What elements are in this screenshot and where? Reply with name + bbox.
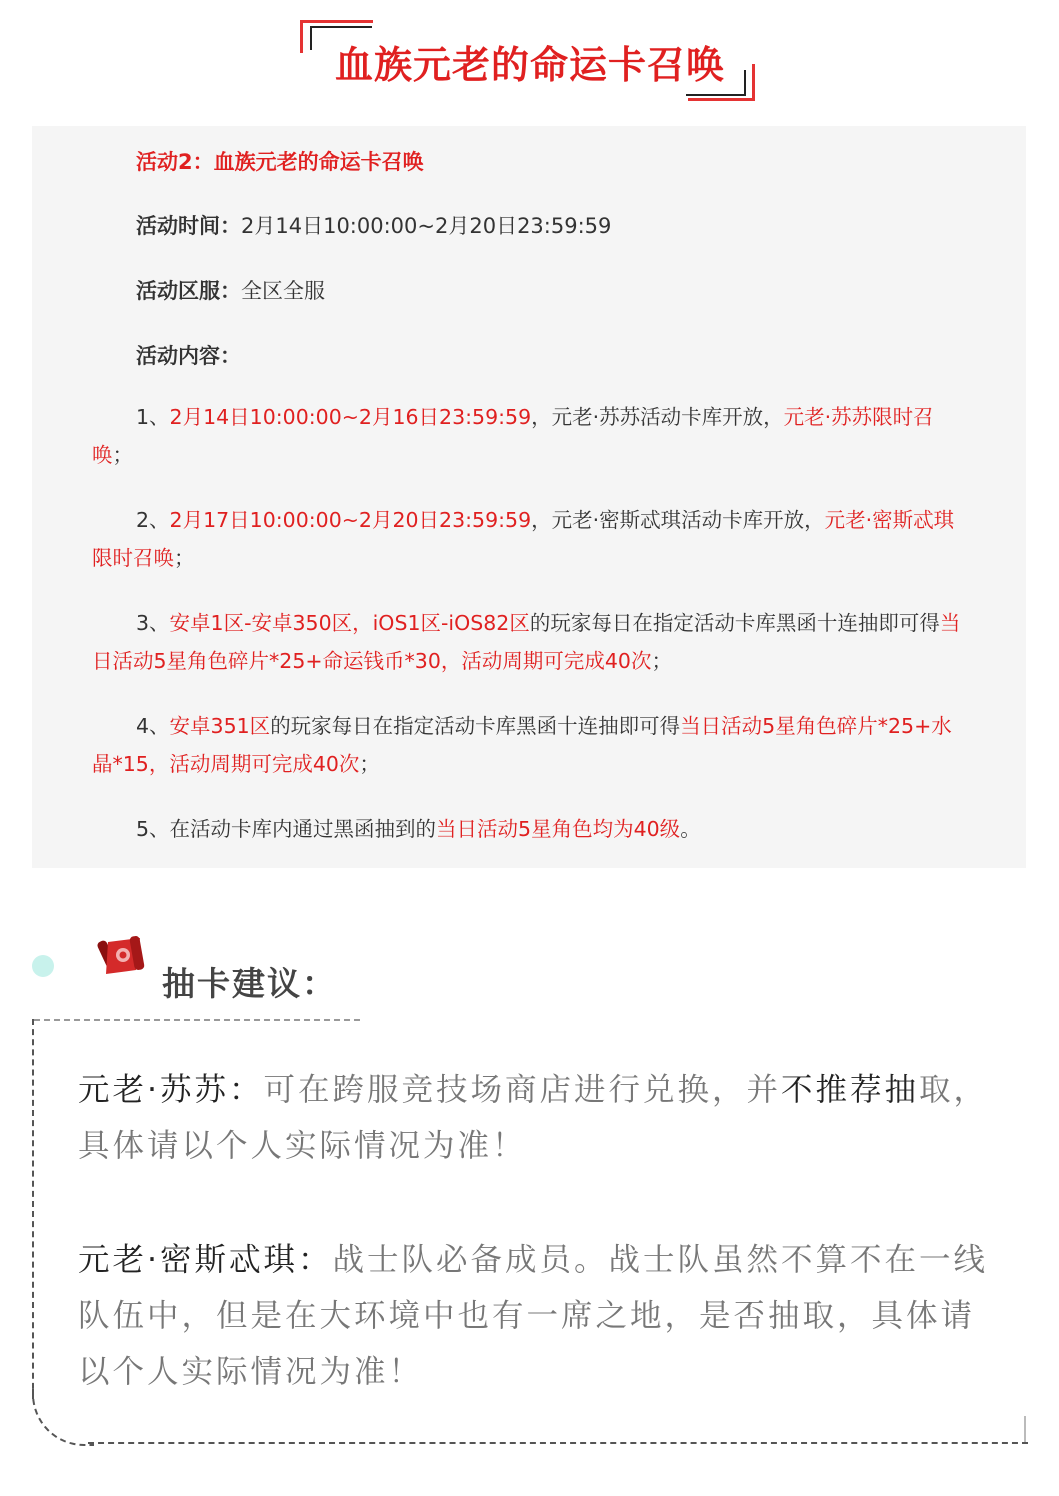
activity-time-label: 活动时间：: [136, 214, 241, 238]
page-title-block: [300, 12, 760, 102]
activity-item: 5、在活动卡库内通过黑函抽到的当日活动5星角色均为40级。: [136, 817, 701, 841]
activity-time: [136, 210, 611, 240]
dashed-border: [88, 1442, 1028, 1444]
advice-title: 抽卡建议：: [162, 964, 337, 1003]
activity-content-label: 活动内容：: [136, 344, 241, 368]
advice-name: 元老·苏苏：: [78, 1072, 264, 1108]
dashed-border: [34, 1019, 360, 1021]
advice-entry: 元老·密斯忒琪：战士队必备成员。战士队虽然不算不在一线队伍中，但是在大环境中也有一席之地，是否抽取，具体请以个人实际情况为准！: [78, 1242, 989, 1390]
activity-server-label: 活动区服：: [136, 279, 241, 303]
activity-item: 2、2月17日10:00:00~2月20日23:59:59，元老·密斯忒琪活动卡库开放，元老·密斯忒琪限时召唤；: [92, 508, 955, 570]
dashed-border: [32, 1019, 34, 1399]
advice-entry: 元老·苏苏：可在跨服竞技场商店进行兑换，并不推荐抽取，具体请以个人实际情况为准！: [78, 1072, 989, 1164]
decorative-dot: [32, 955, 54, 977]
border-tick: [1024, 1416, 1026, 1442]
activity-info-box: [32, 126, 1026, 868]
red-scroll-icon: [96, 934, 148, 982]
activity-server: [136, 275, 325, 305]
page-title: 血族元老的命运卡召唤: [334, 43, 725, 87]
activity-item: 1、2月14日10:00:00~2月16日23:59:59，元老·苏苏活动卡库开放，元老·苏苏限时召唤；: [92, 405, 934, 467]
activity-server-value: 全区全服: [241, 279, 325, 303]
activity-item: 4、安卓351区的玩家每日在指定活动卡库黑函十连抽即可得当日活动5星角色碎片*25+水晶*15，活动周期可完成40次；: [92, 714, 952, 776]
activity-item: 3、安卓1区-安卓350区，iOS1区-iOS82区的玩家每日在指定活动卡库黑函十连抽即可得当日活动5星角色碎片*25+命运钱币*30，活动周期可完成40次；: [92, 611, 961, 673]
advice-name: 元老·密斯忒琪：: [78, 1242, 333, 1278]
activity-time-value: 2月14日10:00:00~2月20日23:59:59: [241, 214, 612, 238]
activity-heading: 活动2：血族元老的命运卡召唤: [136, 150, 424, 174]
